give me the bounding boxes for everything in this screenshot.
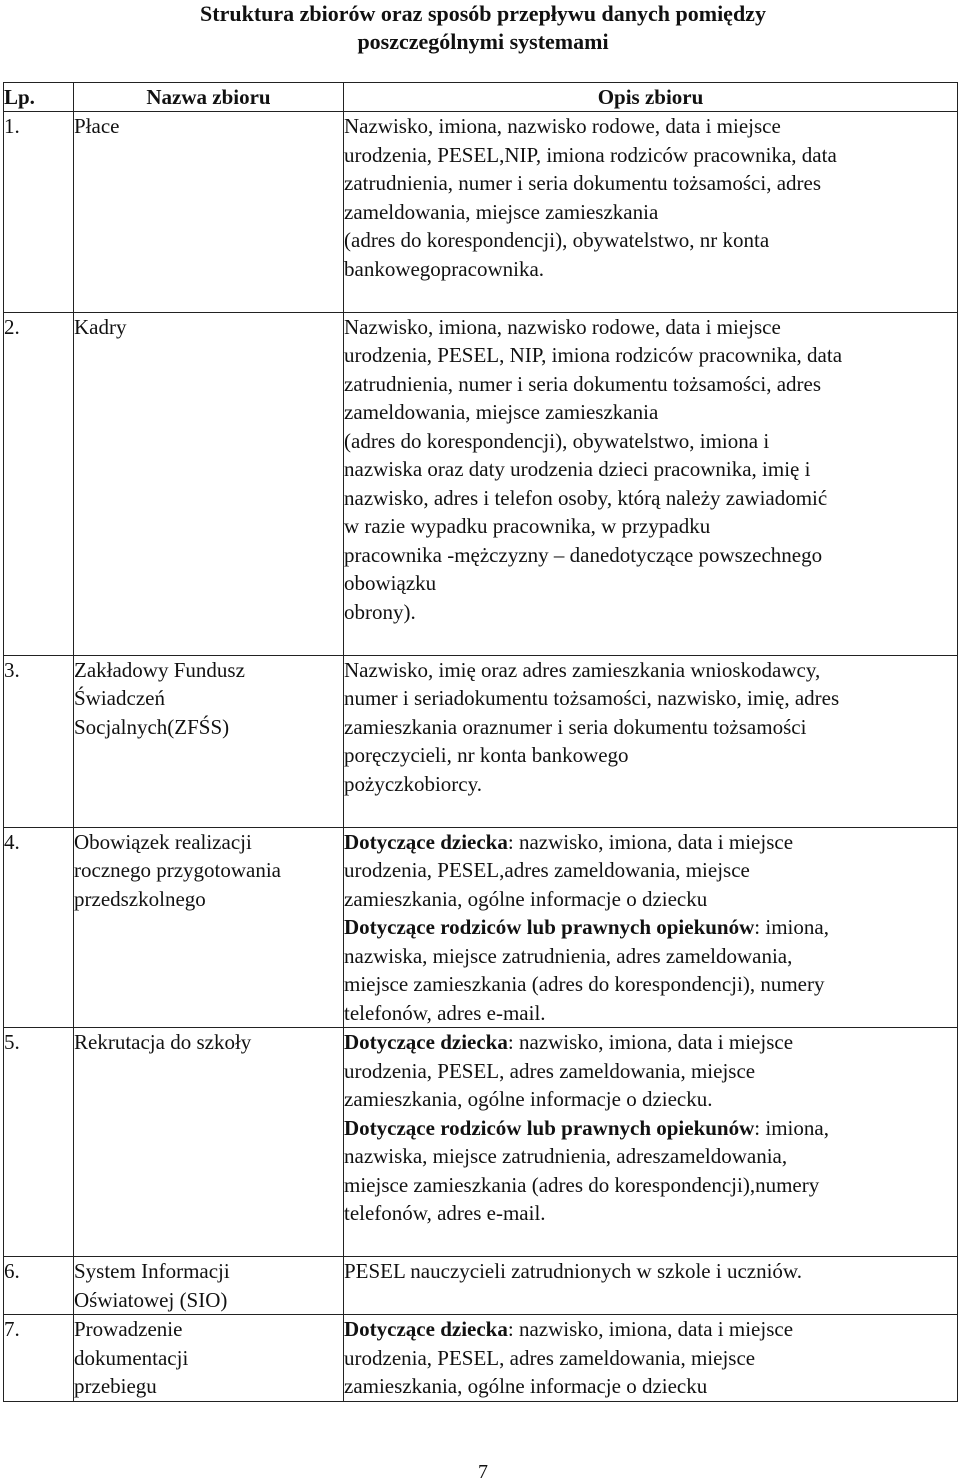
header-description: Opis zbioru [344, 83, 958, 112]
description-line [344, 1085, 957, 1114]
description-text: urodzenia, PESEL, adres zameldowania, miejsce [344, 1058, 756, 1083]
description-text: Nazwisko, imię oraz adres zamieszkania wnioskodawcy, [344, 657, 821, 682]
description-line [344, 999, 957, 1028]
table-header-row [4, 83, 958, 112]
description-text: urodzenia, PESEL,NIP, imiona rodziców pracownika, data [344, 142, 837, 167]
description-line [344, 1257, 957, 1286]
row-set-name [74, 655, 344, 827]
description-line [344, 741, 957, 770]
title-line-1: Struktura zbiorów oraz sposób przepływu danych pomiędzy [200, 1, 766, 26]
row-set-name [74, 1257, 344, 1315]
document-title [0, 0, 960, 56]
description-line [344, 1315, 957, 1344]
description-text: urodzenia, PESEL,adres zameldowania, miejsce [344, 858, 750, 882]
table-row [4, 655, 958, 827]
set-name-line: System Informacji [74, 1259, 230, 1283]
set-name-line: dokumentacji [74, 1345, 189, 1370]
description-line [344, 684, 957, 713]
description-line [344, 970, 957, 999]
set-name-line: Zakładowy Fundusz [74, 657, 245, 682]
description-line [344, 341, 957, 370]
description-line [344, 1199, 957, 1228]
description-line [344, 1171, 957, 1200]
set-name-line: Oświatowej (SIO) [74, 1287, 228, 1312]
set-name-line: Płace [74, 114, 120, 138]
data-sets-table [3, 82, 958, 1402]
row-set-name [74, 1028, 344, 1257]
description-line [344, 484, 957, 513]
table-row [4, 827, 958, 1028]
row-number: 6. [4, 1257, 74, 1315]
row-number: 4. [4, 827, 74, 1028]
description-line [344, 569, 957, 598]
description-text: poręczycieli, nr konta bankowego [344, 743, 629, 767]
set-name-line: Kadry [74, 314, 127, 339]
set-name-line: Rekrutacja do szkoły [74, 1030, 252, 1054]
table-body [4, 112, 958, 1402]
description-line [344, 198, 957, 227]
description-line [344, 885, 957, 914]
description-text: zamieszkania, ogólne informacje o dziecku [344, 886, 708, 911]
header-name: Nazwa zbioru [74, 83, 344, 112]
description-line [344, 770, 957, 799]
set-name-line: Prowadzenie [74, 1317, 183, 1341]
description-text: Nazwisko, imiona, nazwisko rodowe, data i miejsce [344, 114, 781, 138]
description-text: nazwiska, miejsce zatrudnienia, adres zameldowania, [344, 943, 793, 968]
description-bold-label: Dotyczące rodziców lub prawnych opiekunów [344, 1115, 755, 1140]
table-row [4, 312, 958, 655]
row-description [344, 312, 958, 655]
description-line [344, 112, 957, 141]
description-line [344, 913, 957, 942]
description-text: : imiona, [754, 1115, 829, 1140]
description-line [344, 1114, 957, 1143]
description-text: telefonów, adres e-mail. [344, 1000, 546, 1025]
description-text: PESEL nauczycieli zatrudnionych w szkole i uczniów. [344, 1259, 802, 1283]
spacer [344, 626, 957, 655]
description-line [344, 169, 957, 198]
description-line [344, 370, 957, 399]
row-set-name [74, 827, 344, 1028]
description-text: miejsce zamieszkania (adres do korespondencji), numery [344, 972, 825, 996]
description-text: : imiona, [754, 915, 829, 939]
row-number: 5. [4, 1028, 74, 1257]
row-set-name [74, 112, 344, 313]
description-text: zatrudnienia, numer i seria dokumentu tożsamości, adres [344, 171, 822, 195]
description-line [344, 427, 957, 456]
description-text: zameldowania, miejsce zamieszkania [344, 400, 659, 424]
description-line [344, 1057, 957, 1086]
description-text: zamieszkania oraznumer i seria dokumentu tożsamości [344, 714, 807, 739]
table-row [4, 1028, 958, 1257]
description-text: bankowegopracownika. [344, 256, 545, 281]
description-line [344, 541, 957, 570]
description-text: w razie wypadku pracownika, w przypadku [344, 514, 711, 538]
description-text: nazwiska, miejsce zatrudnienia, adreszameldowania, [344, 1144, 788, 1168]
description-line [344, 1372, 957, 1401]
row-description [344, 1315, 958, 1402]
row-description [344, 655, 958, 827]
description-bold-label: Dotyczące rodziców lub prawnych opiekunów [344, 915, 755, 939]
description-text: pracownika -mężczyzny – danedotyczące powszechnego [344, 542, 823, 567]
description-line [344, 713, 957, 742]
description-line [344, 141, 957, 170]
row-number: 2. [4, 312, 74, 655]
description-text: nazwiska oraz daty urodzenia dzieci pracownika, imię i [344, 457, 811, 481]
description-text: pożyczkobiorcy. [344, 771, 482, 796]
description-text: (adres do korespondencji), obywatelstwo, nr konta [344, 228, 770, 252]
page-number: 7 [478, 1461, 488, 1483]
description-line [344, 828, 957, 857]
description-text: nazwisko, adres i telefon osoby, którą należy zawiadomić [344, 485, 828, 510]
row-number: 3. [4, 655, 74, 827]
description-line [344, 313, 957, 342]
row-number: 1. [4, 112, 74, 313]
table-row [4, 1257, 958, 1315]
description-line [344, 1028, 957, 1057]
description-line [344, 455, 957, 484]
spacer [344, 798, 957, 827]
description-text: obrony). [344, 599, 416, 624]
description-text: : nazwisko, imiona, data i miejsce [507, 829, 794, 854]
description-line [344, 656, 957, 685]
set-name-line: Socjalnych(ZFŚS) [74, 714, 230, 739]
description-text: zamieszkania, ogólne informacje o dziecku. [344, 1087, 713, 1111]
set-name-line: przedszkolnego [74, 886, 206, 911]
row-set-name [74, 312, 344, 655]
description-text: Nazwisko, imiona, nazwisko rodowe, data i miejsce [344, 314, 781, 339]
description-line [344, 856, 957, 885]
header-lp: Lp. [4, 83, 74, 112]
row-number: 7. [4, 1315, 74, 1402]
row-set-name [74, 1315, 344, 1402]
spacer [344, 1286, 957, 1315]
description-text: (adres do korespondencji), obywatelstwo, imiona i [344, 428, 770, 453]
description-text: miejsce zamieszkania (adres do korespondencji),numery [344, 1172, 820, 1197]
title-line-2: poszczególnymi systemami [357, 29, 609, 54]
set-name-line: Obowiązek realizacji [74, 829, 252, 854]
description-text: urodzenia, PESEL, NIP, imiona rodziców pracownika, data [344, 343, 843, 367]
table-row [4, 1315, 958, 1402]
description-text: : nazwisko, imiona, data i miejsce [507, 1317, 794, 1341]
row-description [344, 827, 958, 1028]
row-description [344, 1257, 958, 1315]
description-text: zameldowania, miejsce zamieszkania [344, 199, 659, 224]
set-name-line: przebiegu [74, 1374, 157, 1398]
row-description [344, 1028, 958, 1257]
description-line [344, 942, 957, 971]
set-name-line: rocznego przygotowania [74, 858, 281, 882]
description-line [344, 255, 957, 284]
description-line [344, 398, 957, 427]
description-line [344, 1344, 957, 1373]
description-text: numer i seriadokumentu tożsamości, nazwisko, imię, adres [344, 686, 840, 710]
spacer [344, 1228, 957, 1257]
table-row [4, 112, 958, 313]
row-description [344, 112, 958, 313]
description-text: zatrudnienia, numer i seria dokumentu tożsamości, adres [344, 371, 822, 396]
description-line [344, 226, 957, 255]
description-line [344, 598, 957, 627]
description-text: obowiązku [344, 571, 437, 595]
description-bold-label: Dotyczące dziecka [344, 829, 508, 854]
description-text: telefonów, adres e-mail. [344, 1201, 546, 1225]
description-text: zamieszkania, ogólne informacje o dziecku [344, 1374, 708, 1398]
description-bold-label: Dotyczące dziecka [344, 1317, 508, 1341]
description-text: urodzenia, PESEL, adres zameldowania, miejsce [344, 1345, 756, 1370]
description-line [344, 512, 957, 541]
description-bold-label: Dotyczące dziecka [344, 1030, 508, 1054]
set-name-line: Świadczeń [74, 686, 165, 710]
spacer [344, 283, 957, 312]
description-line [344, 1142, 957, 1171]
description-text: : nazwisko, imiona, data i miejsce [507, 1030, 794, 1054]
